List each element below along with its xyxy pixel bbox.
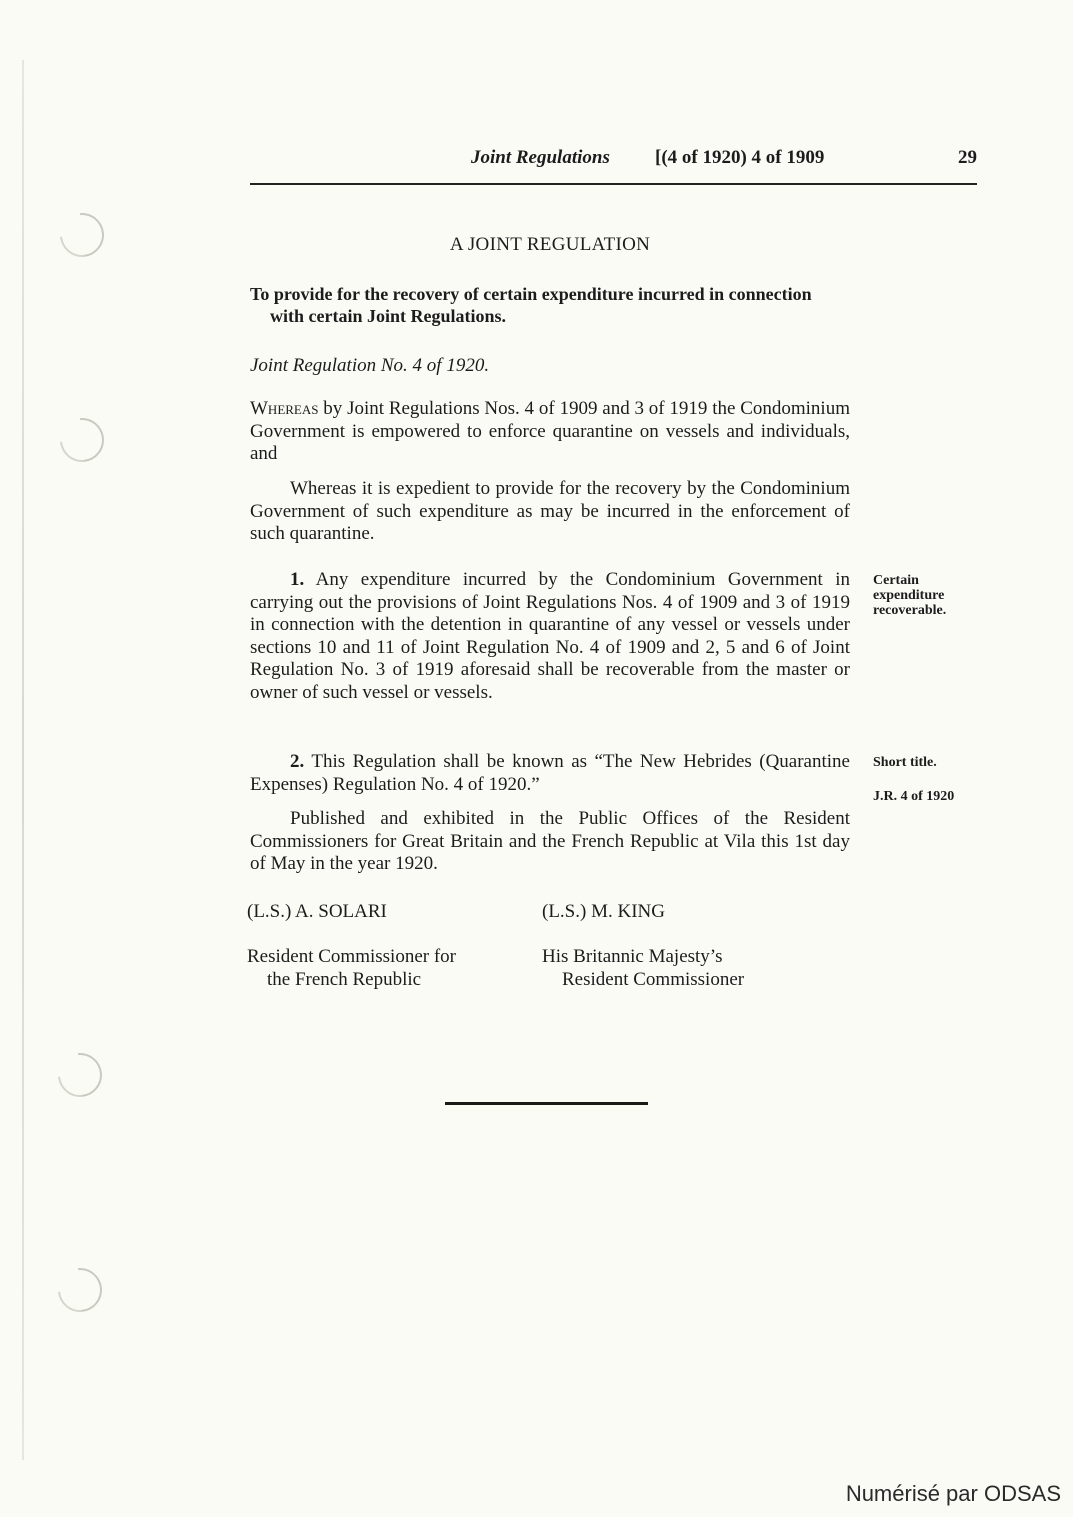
publication-statement: Published and exhibited in the Public Offices of the Resident Commissioners for Great Britain and the French Republic at Vila this 1st day of May in the year 1920. <box>250 808 850 874</box>
page-number: 29 <box>958 147 977 168</box>
signatory-british-title-line2: Resident Commissioner <box>562 968 745 990</box>
end-rule <box>445 1102 648 1105</box>
punch-hole <box>51 204 113 266</box>
preamble-first-text: by Joint Regulations Nos. 4 of 1909 and 3 of 1919 the Condominium Government is empowered to enforce quarantine on vessels and individuals, and <box>250 398 850 464</box>
signatory-french-title <box>247 946 456 991</box>
header-reference: [(4 of 1920) 4 of 1909 <box>655 147 825 168</box>
signatory-british-title-line1: His Britannic Majesty’s <box>542 946 723 967</box>
section-2-number: 2. <box>290 751 305 772</box>
margin-note-section-1: Certain expenditure recoverable. <box>873 573 947 618</box>
preamble-second: Whereas it is expedient to provide for the recovery by the Condominium Government of such expenditure as may be incurred in the enforcement of such quarantine. <box>250 478 850 544</box>
signatory-french-seal: (L.S.) A. SOLARI <box>247 901 387 922</box>
page-binding-edge <box>22 60 24 1460</box>
punch-hole <box>51 409 113 471</box>
preamble-first <box>250 398 850 466</box>
running-title: Joint Regulations <box>471 147 610 168</box>
signatory-british-seal: (L.S.) M. KING <box>542 901 665 922</box>
section-2 <box>250 751 850 796</box>
preamble-first-word: Whereas <box>250 398 319 419</box>
punch-hole <box>49 1044 111 1106</box>
section-2-text: This Regulation shall be known as “The New Hebrides (Quarantine Expenses) Regulation No. 4 of 1920.” <box>250 751 850 795</box>
regulation-number: Joint Regulation No. 4 of 1920. <box>250 355 490 376</box>
section-1 <box>250 569 850 704</box>
section-1-number: 1. <box>290 569 305 590</box>
citation-note: J.R. 4 of 1920 <box>873 789 955 804</box>
section-1-text: Any expenditure incurred by the Condominium Government in carrying out the provisions of Joint Regulations Nos. 4 of 1909 and 3 of 1919 in connection with the detention in quarantine of any vessel or vessels under sections 10 and 11 of Joint Regulation No. 4 of 1909 and 2, 5 and 6 of Joint Regulation No. 3 of 1919 aforesaid shall be recoverable from the master or owner of such vessel or vessels. <box>250 569 850 703</box>
header-rule <box>250 183 977 185</box>
signatory-french-title-line1: Resident Commissioner for <box>247 946 456 967</box>
running-header <box>250 145 977 175</box>
punch-hole <box>49 1259 111 1321</box>
document-heading: A JOINT REGULATION <box>449 234 651 255</box>
digitization-watermark: Numérisé par ODSAS <box>845 1481 1061 1506</box>
long-title: To provide for the recovery of certain expenditure incurred in connection with certain Joint Regulations. <box>250 284 812 326</box>
margin-note-section-2: Short title. <box>873 755 937 770</box>
signatory-british-title <box>542 946 744 991</box>
signatory-french-title-line2: the French Republic <box>267 968 422 990</box>
